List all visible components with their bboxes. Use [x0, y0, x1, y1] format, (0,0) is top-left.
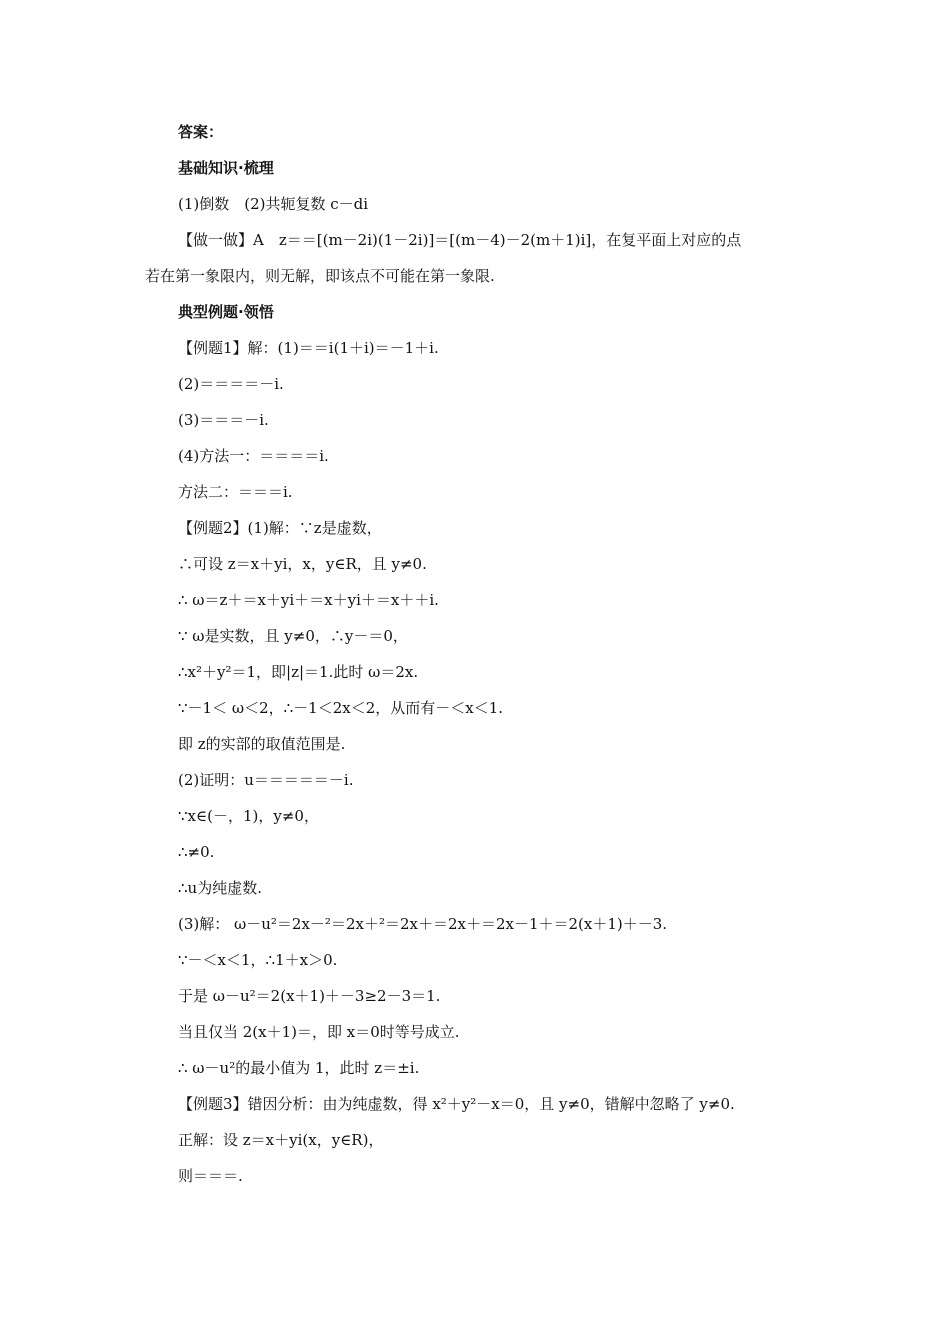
text-line: 于是 ω－u²＝2(x＋1)＋－3≥2－3＝1. [178, 987, 441, 1005]
section-heading-basics: 基础知识·梳理 [178, 159, 274, 177]
text-line: (3)解： ω－u²＝2x－²＝2x＋²＝2x＋＝2x＋＝2x－1＋＝2(x＋1)＋－3. [178, 915, 668, 933]
section-heading-examples: 典型例题·领悟 [178, 303, 274, 321]
text-line: (2)＝＝＝＝－i. [178, 375, 284, 393]
text-line: 【例题2】(1)解：∵z是虚数， [178, 519, 382, 537]
text-line: ∴u为纯虚数. [178, 879, 262, 897]
text-line: ∵－1＜ ω＜2，∴－1＜2x＜2，从而有－＜x＜1. [178, 699, 504, 717]
answer-heading: 答案： [178, 123, 224, 141]
text-line: ∴ ω－u²的最小值为 1，此时 z＝±i. [178, 1059, 420, 1077]
text-line: ∵－＜x＜1，∴1＋x＞0. [178, 951, 338, 969]
text-line: (1)倒数 (2)共轭复数 c－di [178, 195, 369, 213]
text-line: (4)方法一：＝＝＝＝i. [178, 447, 329, 465]
text-line: ∴≠0. [178, 843, 215, 861]
text-line: (2)证明：u＝＝＝＝＝－i. [178, 771, 354, 789]
text-line: 【做一做】A z＝＝[(m－2i)(1－2i)]＝[(m－4)－2(m＋1)i]，在复平面上对应的点 [178, 231, 742, 249]
text-line: ∵x∈(－，1)，y≠0， [178, 807, 319, 825]
text-line: 则＝＝＝. [178, 1167, 243, 1185]
text-line: 若在第一象限内，则无解，即该点不可能在第一象限. [145, 267, 495, 285]
text-line: 【例题3】错因分析：由为纯虚数，得 x²＋y²－x＝0，且 y≠0，错解中忽略了 y≠0. [178, 1095, 735, 1113]
text-line: ∵ ω是实数，且 y≠0，∴y－＝0， [178, 627, 408, 645]
text-line: 当且仅当 2(x＋1)＝，即 x＝0时等号成立. [178, 1023, 460, 1041]
text-line: ∴x²＋y²＝1，即|z|＝1.此时 ω＝2x. [178, 663, 419, 681]
text-line: 即 z的实部的取值范围是. [178, 735, 346, 753]
text-line: 正解：设 z＝x＋yi(x，y∈R)， [178, 1131, 384, 1149]
text-line: 【例题1】解：(1)＝＝i(1＋i)＝－1＋i. [178, 339, 439, 357]
text-line: ∴ ω＝z＋＝x＋yi＋＝x＋yi＋＝x＋＋i. [178, 591, 439, 609]
text-line: (3)＝＝＝－i. [178, 411, 269, 429]
text-line: 方法二：＝＝＝i. [178, 483, 293, 501]
text-line: ∴可设 z＝x＋yi，x，y∈R，且 y≠0. [178, 555, 427, 573]
